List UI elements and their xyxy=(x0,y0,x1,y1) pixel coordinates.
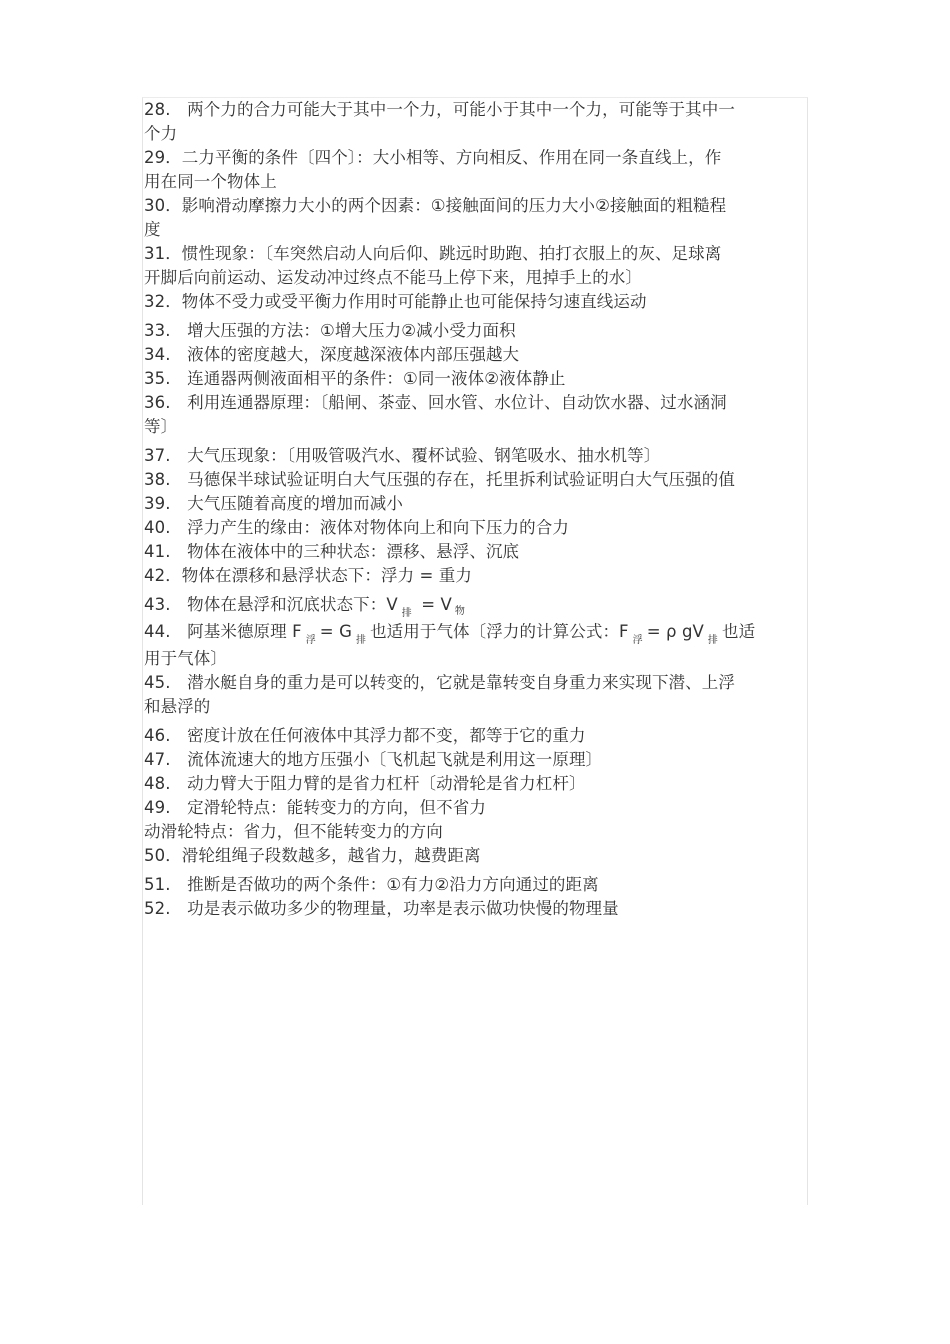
item-30-line-2: 度 xyxy=(144,220,161,239)
item-44-subscript-pai-2: 排 xyxy=(707,635,719,646)
item-48: 48. 动力臂大于阻力臂的是省力杠杆〔动滑轮是省力杠杆〕 xyxy=(144,774,586,793)
item-41: 41. 物体在液体中的三种状态：漂移、悬浮、沉底 xyxy=(144,542,520,561)
item-44-subscript-fu-2: 浮 xyxy=(632,635,643,646)
item-30-line-1: 30．影响滑动摩擦力大小的两个因素：①接触面间的压力大小②接触面的粗糙程 xyxy=(144,196,727,215)
item-45-line-1: 45. 潜水艇自身的重力是可以转变的，它就是靠转变自身重力来实现下潜、上浮 xyxy=(144,673,735,692)
item-29-line-2: 用在同一个物体上 xyxy=(144,172,277,191)
item-43-subscript-pai: 排 xyxy=(401,608,412,619)
item-44-tail: 也适 xyxy=(722,622,756,641)
item-31-line-2: 开脚后向前运动、运发动冲过终点不能马上停下来，甩掉手上的水〕 xyxy=(144,268,642,287)
item-44-formula: = ρ gV xyxy=(646,622,704,641)
item-47: 47. 流体流速大的地方压强小〔飞机起飞就是利用这一原理〕 xyxy=(144,750,603,769)
item-50: 50．滑轮组绳子段数越多，越省力，越费距离 xyxy=(144,846,481,865)
item-39: 39. 大气压随着高度的增加而减小 xyxy=(144,494,403,513)
item-51: 51. 推断是否做功的两个条件：①有力②沿力方向通过的距离 xyxy=(144,875,599,894)
item-33: 33. 增大压强的方法：①增大压力②减小受力面积 xyxy=(144,321,516,340)
item-44-text: 44. 阿基米德原理 F xyxy=(144,622,302,641)
item-49-line-1: 49. 定滑轮特点：能转变力的方向，但不省力 xyxy=(144,798,486,817)
item-43-text: 43. 物体在悬浮和沉底状态下：V xyxy=(144,595,398,614)
item-31-line-1: 31．惯性现象：〔车突然启动人向后仰、跳远时助跑、拍打衣服上的灰、足球离 xyxy=(144,244,722,263)
item-37: 37. 大气压现象：〔用吸管吸汽水、覆杯试验、钢笔吸水、抽水机等〕 xyxy=(144,446,661,465)
item-45-line-2: 和悬浮的 xyxy=(144,697,211,716)
item-40: 40. 浮力产生的缘由：液体对物体向上和向下压力的合力 xyxy=(144,518,569,537)
item-46: 46. 密度计放在任何液体中其浮力都不变，都等于它的重力 xyxy=(144,726,586,745)
item-44-line-2: 用于气体〕 xyxy=(144,649,227,668)
item-44-subscript-pai-1: 排 xyxy=(355,635,367,646)
item-36-line-2: 等〕 xyxy=(144,417,178,436)
item-28-line-1: 28. 两个力的合力可能大于其中一个力，可能小于其中一个力，可能等于其中一 xyxy=(144,100,735,119)
item-29-line-1: 29．二力平衡的条件〔四个〕：大小相等、方向相反、作用在同一条直线上，作 xyxy=(144,148,722,167)
item-32: 32．物体不受力或受平衡力作用时可能静止也可能保持匀速直线运动 xyxy=(144,292,647,311)
item-42: 42．物体在漂移和悬浮状态下：浮力 = 重力 xyxy=(144,566,473,585)
document-body xyxy=(144,98,804,921)
item-44-equals-g: = G xyxy=(319,622,352,641)
item-38: 38. 马德保半球试验证明白大气压强的存在，托里拆利试验证明白大气压强的值 xyxy=(144,470,735,489)
item-44-line-1 xyxy=(144,620,804,647)
item-34: 34. 液体的密度越大，深度越深液体内部压强越大 xyxy=(144,345,520,364)
item-43-equals: = V xyxy=(415,595,452,614)
item-35: 35. 连通器两侧液面相平的条件：①同一液体②液体静止 xyxy=(144,369,566,388)
item-49-line-2: 动滑轮特点：省力，但不能转变力的方向 xyxy=(144,822,443,841)
item-44-formula-intro: 也适用于气体〔浮力的计算公式：F xyxy=(370,622,629,641)
item-43-subscript-wu: 物 xyxy=(454,606,465,617)
item-52: 52. 功是表示做功多少的物理量，功率是表示做功快慢的物理量 xyxy=(144,899,619,918)
item-28-line-2: 个力 xyxy=(144,124,178,143)
item-44-subscript-fu-1: 浮 xyxy=(305,635,316,646)
item-43 xyxy=(144,593,804,620)
item-36-line-1: 36. 利用连通器原理：〔船闸、茶壶、回水管、水位计、自动饮水器、过水涵洞 xyxy=(144,393,727,412)
